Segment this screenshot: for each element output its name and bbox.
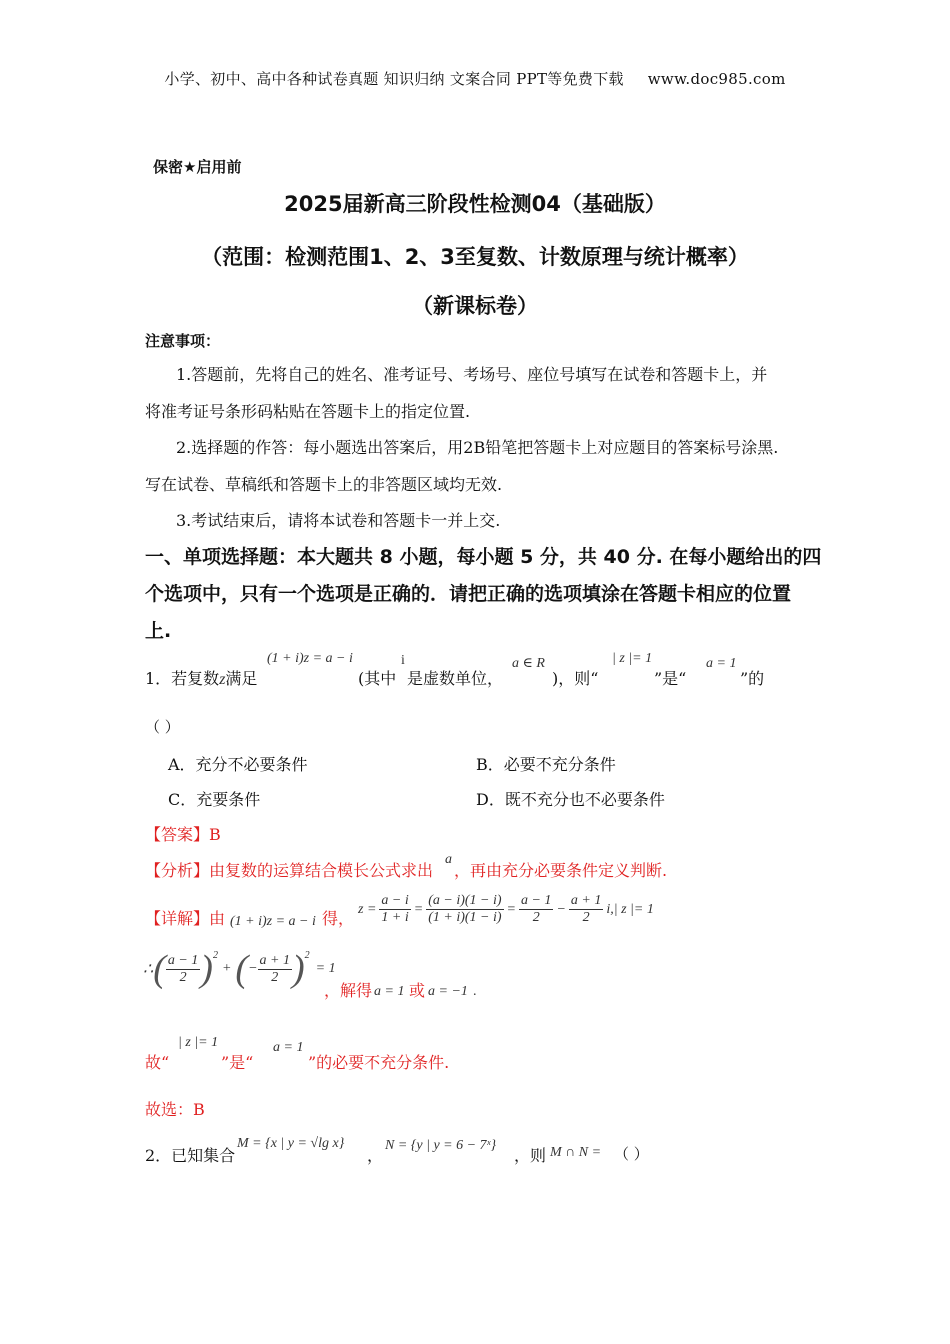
q1-or-text: 或 (409, 981, 426, 1000)
q1-text-3: 是虚数单位， (407, 669, 504, 688)
q1-fraction-3-den: 2 (532, 910, 540, 925)
q1-fraction-3-num: a − 1 (520, 893, 552, 908)
q1-fraction-1-den: 1 + i (381, 910, 409, 925)
q1-conclusion-abs-z: | z |= 1 (178, 1035, 219, 1050)
q1-solution-1: a = 1 (374, 984, 405, 999)
q1-var-z: z (219, 671, 226, 688)
q1-fraction-1-num: a − i (381, 893, 409, 908)
q1-solution-2: a = −1 (428, 984, 468, 999)
header-text: 小学、初中、高中各种试卷真题 知识归纳 文案合同 PPT等免费下载 (164, 70, 624, 88)
q1-fraction-2-num: (a − i)(1 − i) (428, 893, 502, 908)
q1-option-c[interactable]: C．充要条件 (168, 790, 261, 809)
q1-fraction-4-den: 2 (582, 910, 590, 925)
q1-detail-de: 得， (322, 909, 355, 928)
q1-fraction-2 (426, 893, 503, 926)
notice-item-2-line-1: 2.选择题的作答：每小题选出答案后，用2B铅笔把答题卡上对应题目的答案标号涂黑. (176, 438, 779, 457)
q1-fraction-2-den: (1 + i)(1 − i) (428, 910, 502, 925)
q2-set-N: N = {y | y = 6 − 7ˣ} (385, 1138, 497, 1153)
q1-left-paren-2: ( (235, 948, 249, 990)
q1-sq-fraction-2-num: a + 1 (259, 952, 290, 968)
q2-number: 2．已知集合 (145, 1146, 236, 1165)
q1-therefore: ∴ (143, 961, 154, 978)
q1-sq-fraction-1 (166, 953, 200, 986)
q1-left-paren-1: ( (153, 948, 166, 990)
notice-title: 注意事项： (145, 332, 221, 350)
q1-abs-z: | z |= 1 (612, 651, 653, 666)
q2-answer-blank: （ ） (614, 1145, 649, 1163)
q1-final-label: 故选： (145, 1100, 194, 1119)
section-1-line-3: 上. (145, 620, 172, 642)
q1-analysis-text-b: ，再由充分必要条件定义判断. (454, 861, 668, 880)
q1-fraction-4-num: a + 1 (570, 893, 602, 908)
q1-fraction-3 (519, 893, 553, 926)
exam-scope: （范围：检测范围1、2、3至复数、计数原理与统计概率） (201, 245, 749, 269)
q1-answer (145, 822, 221, 845)
q1-eq-one: = 1 (315, 961, 336, 976)
q2-set-M: M = {x | y = √lg x} (237, 1136, 345, 1151)
q1-detail-you: 由 (209, 909, 226, 928)
q1-square-1: 2 (212, 950, 218, 961)
q1-period: . (473, 984, 477, 999)
q1-sq-fraction-1-num: a − 1 (167, 952, 199, 968)
q1-detail-label: 【详解】 (145, 909, 210, 928)
q1-a-in-R: a ∈ R (512, 656, 545, 671)
q1-option-a[interactable]: A．充分不必要条件 (168, 755, 308, 774)
q1-stem-start (145, 666, 257, 689)
q1-conclusion-a-eq-1: a = 1 (273, 1040, 304, 1055)
section-1-line-1: 一、单项选择题：本大题共 8 小题，每小题 5 分，共 40 分. 在每小题给出的四 (145, 546, 822, 568)
q1-detail-start (145, 906, 225, 929)
q1-analysis-text-a: 由复数的运算结合模长公式求出 (209, 861, 434, 880)
q1-option-d[interactable]: D．既不充分也不必要条件 (476, 790, 665, 809)
q2-comma: ， (367, 1146, 384, 1165)
exam-title: 2025届新高三阶段性检测04（基础版） (284, 192, 666, 216)
q1-minus: − (556, 901, 566, 917)
q1-right-paren-1: ) (200, 948, 213, 990)
header-site[interactable]: www.doc985.com (647, 70, 786, 88)
page-header (0, 68, 950, 89)
q1-text-5: ”是“ (654, 669, 687, 688)
notice-item-1-line-2: 将准考证号条形码粘贴在答题卡上的指定位置. (145, 402, 471, 421)
secret-label: 保密★启用前 (153, 158, 242, 176)
q2-intersection: M ∩ N = (550, 1145, 602, 1160)
q1-analysis-label: 【分析】 (145, 861, 210, 880)
q1-a-eq-1: a = 1 (706, 656, 737, 671)
q1-text-2: (其中 (358, 669, 397, 688)
q1-sq-fraction-1-den: 2 (179, 969, 187, 985)
q1-conclusion-c: ”的必要不充分条件. (308, 1053, 450, 1072)
q1-fraction-4 (569, 893, 603, 926)
q1-answer-label: 【答案】 (145, 825, 210, 844)
exam-paper-type: （新课标卷） (412, 294, 538, 318)
q1-square-2: 2 (304, 950, 310, 961)
q1-right-paren-2: ) (291, 948, 305, 990)
q1-tail: i,| z |= 1 (606, 901, 654, 917)
q1-plus: + (221, 961, 232, 976)
q1-analysis-var: a (445, 852, 452, 867)
q1-detail-equation: (1 + i)z = a − i (230, 914, 316, 929)
q1-option-b[interactable]: B．必要不充分条件 (476, 755, 616, 774)
q1-answer-blank: （ ） (145, 718, 180, 736)
q1-analysis (145, 858, 433, 881)
q1-text-1: 满足 (225, 669, 258, 688)
q1-detail-derivation (358, 893, 654, 926)
q1-text-6: ”的 (740, 669, 765, 688)
q1-final-value: B (193, 1100, 205, 1119)
q1-number: 1．若复数 (145, 669, 220, 688)
notice-item-3: 3.考试结束后，请将本试卷和答题卡一并上交. (176, 511, 501, 530)
q1-sq-fraction-2 (258, 953, 292, 986)
notice-item-2-line-2: 写在试卷、草稿纸和答题卡上的非答题区域均无效. (145, 475, 503, 494)
q1-conclusion-b: ”是“ (221, 1053, 254, 1072)
notice-item-1-line-1: 1.答题前，先将自己的姓名、准考证号、考场号、座位号填写在试卷和答题卡上，并 (176, 365, 768, 384)
q1-z-eq: z = (358, 901, 377, 917)
q1-conclusion-a: 故“ (145, 1053, 170, 1072)
q1-answer-value: B (209, 825, 221, 844)
q1-equation: (1 + i)z = a − i (267, 651, 353, 666)
q1-i-symbol: i (401, 653, 405, 668)
q1-fraction-1 (379, 893, 410, 926)
q1-solve-text: ，解得 (324, 981, 373, 1000)
section-1-line-2: 个选项中，只有一个选项是正确的．请把正确的选项填涂在答题卡相应的位置 (145, 583, 792, 605)
q1-final (145, 1097, 205, 1120)
q1-sq-fraction-2-den: 2 (271, 969, 279, 985)
q1-minus-2: − (248, 961, 258, 976)
q1-eq-sign-1: = (413, 901, 424, 917)
q2-text-1: ，则 (514, 1146, 547, 1165)
q1-eq-sign-2: = (506, 901, 516, 917)
q1-modulus-equation (143, 950, 336, 988)
q1-text-4: )，则“ (552, 669, 599, 688)
